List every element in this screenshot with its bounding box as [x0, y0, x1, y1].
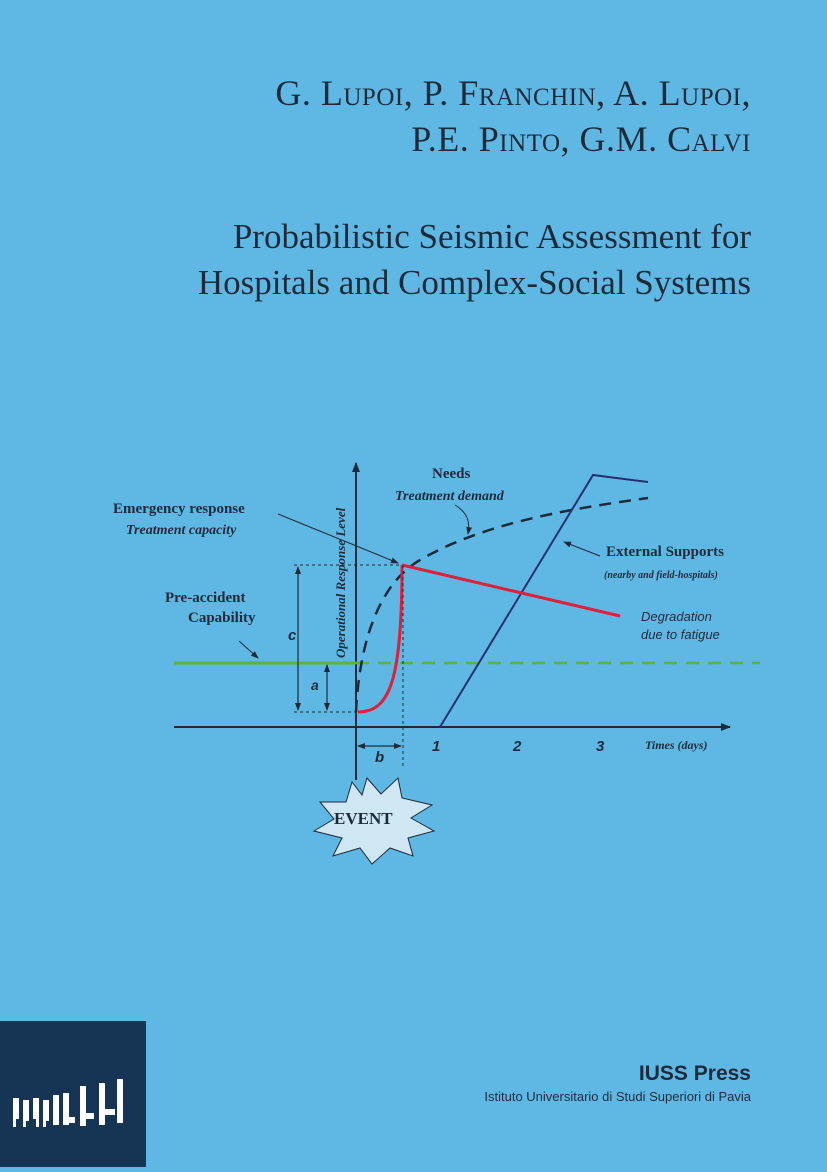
- x-tick-label: 3: [596, 738, 605, 755]
- needs-title: Needs: [432, 466, 471, 482]
- degradation-line-2: due to fatigue: [641, 627, 720, 642]
- degradation-line-1: Degradation: [641, 609, 712, 624]
- pointer-external: [564, 542, 600, 556]
- capacity-curve: [358, 565, 402, 712]
- x-tick-label: 1: [432, 738, 441, 755]
- preaccident-line-2: Capability: [188, 610, 256, 626]
- logo-block: [0, 1021, 146, 1167]
- external-title: External Supports: [606, 544, 724, 560]
- title-line-2: Hospitals and Complex-Social Systems: [197, 263, 751, 302]
- dimension-a-label: a: [311, 677, 319, 693]
- emergency-title: Emergency response: [113, 501, 245, 517]
- event-label: EVENT: [334, 809, 393, 828]
- needs-subtitle: Treatment demand: [395, 489, 504, 504]
- preaccident-line-1: Pre-accident: [165, 590, 246, 606]
- publisher-name: IUSS Press: [638, 1062, 751, 1085]
- needs-curve: [356, 498, 648, 712]
- publisher: [484, 1060, 751, 1106]
- authors-line-2: P.E. Pinto, G.M. Calvi: [411, 119, 751, 159]
- x-tick-label: 2: [513, 738, 522, 755]
- dimension-c-label: c: [288, 627, 297, 644]
- pointer-needs: [455, 505, 469, 534]
- external-subtitle: (nearby and field-hospitals): [604, 570, 718, 581]
- emergency-subtitle: Treatment capacity: [126, 523, 237, 538]
- pointer-preaccident: [239, 641, 258, 658]
- dimension-b-label: b: [375, 749, 385, 766]
- external-supports-line: [440, 475, 648, 727]
- iuss-logo-icon: [0, 1021, 146, 1167]
- x-axis-label: Times (days): [645, 738, 708, 752]
- title-line-1: Probabilistic Seismic Assessment for: [232, 217, 751, 256]
- authors-line-1: G. Lupoi, P. Franchin, A. Lupoi,: [275, 73, 751, 113]
- publisher-subtitle: Istituto Universitario di Studi Superiori di Pavia: [484, 1089, 751, 1104]
- y-axis-label: Operational Response Level: [333, 507, 348, 658]
